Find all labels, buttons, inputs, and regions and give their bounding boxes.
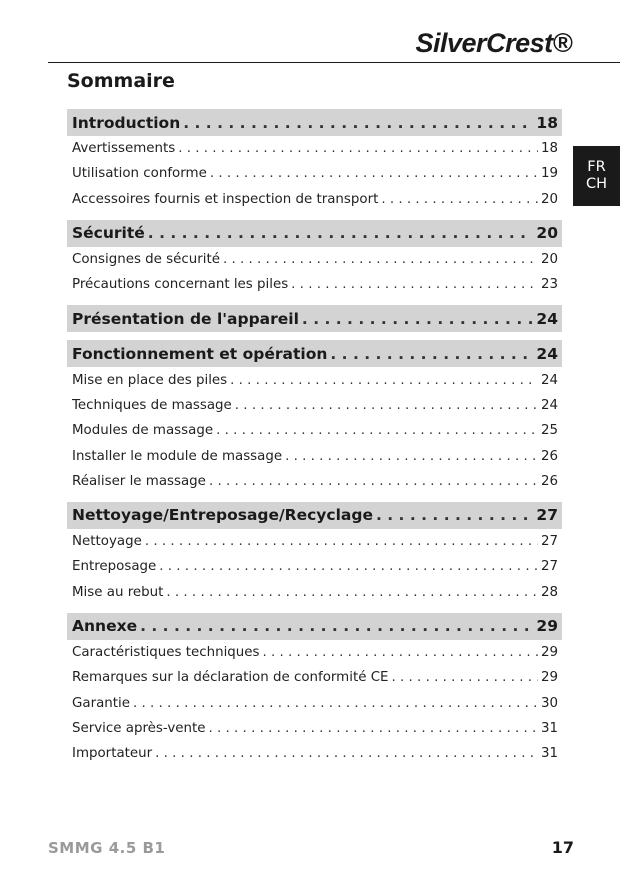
toc-section-annexe[interactable] (67, 613, 562, 640)
footer-page-number: 17 (551, 838, 574, 857)
toc-leader (291, 277, 538, 292)
table-of-contents (67, 109, 562, 766)
toc-leader (209, 721, 538, 736)
toc-leader (376, 506, 533, 524)
toc-section-page: 29 (536, 617, 558, 636)
toc-leader (166, 585, 538, 600)
toc-entry-page: 26 (540, 448, 558, 464)
toc-section-page: 24 (536, 309, 558, 328)
toc-section-title: Introduction (72, 113, 181, 132)
toc-section-fonctionnement[interactable] (67, 340, 562, 367)
toc-section-title: Annexe (72, 617, 138, 636)
toc-entry-page: 25 (540, 423, 558, 439)
toc-leader (209, 474, 538, 489)
toc-section-page: 18 (536, 113, 558, 132)
toc-entry-page: 29 (540, 670, 558, 686)
toc-section-page: 20 (536, 224, 558, 243)
toc-entry-page: 26 (540, 473, 558, 489)
toc-entry-page: 30 (540, 695, 558, 711)
toc-entry-page: 23 (540, 277, 558, 293)
brand-logo: SilverCrest® (415, 28, 572, 58)
toc-entry[interactable] (67, 690, 562, 715)
language-tab-fr: FR (587, 159, 606, 175)
toc-leader (223, 252, 538, 267)
toc-entry-label: Installer le module de massage (72, 448, 283, 464)
toc-entry[interactable] (67, 554, 562, 579)
toc-leader (210, 166, 538, 181)
page-title: Sommaire (67, 70, 175, 92)
toc-entry-page: 20 (540, 191, 558, 207)
toc-leader (330, 345, 533, 363)
toc-entry[interactable] (67, 136, 562, 161)
toc-leader (302, 310, 534, 328)
toc-entry[interactable] (67, 187, 562, 212)
toc-entry[interactable] (67, 529, 562, 554)
toc-entry-label: Mise en place des piles (72, 372, 228, 388)
toc-entry[interactable] (67, 580, 562, 605)
toc-leader (178, 141, 538, 156)
toc-entry[interactable] (67, 665, 562, 690)
toc-leader (148, 224, 534, 242)
language-tab-ch: CH (585, 176, 608, 192)
toc-section-title: Sécurité (72, 224, 145, 243)
footer-model-number: SMMG 4.5 B1 (48, 839, 166, 857)
toc-entry-label: Précautions concernant les piles (72, 277, 289, 293)
toc-entry[interactable] (67, 161, 562, 186)
toc-entry-label: Consignes de sécurité (72, 252, 220, 268)
toc-entry-page: 28 (540, 584, 558, 600)
toc-leader (381, 192, 538, 207)
toc-leader (285, 449, 538, 464)
toc-entry-label: Caractéristiques techniques (72, 645, 260, 660)
toc-section-introduction[interactable] (67, 109, 562, 136)
toc-entry-label: Accessoires fournis et inspection de transport (72, 191, 379, 207)
toc-entry-label: Garantie (72, 695, 130, 711)
toc-leader (159, 559, 538, 574)
toc-leader (183, 114, 533, 132)
toc-entry-label: Importateur (72, 746, 153, 762)
toc-entry-label: Utilisation conforme (72, 166, 207, 182)
toc-entry[interactable] (67, 741, 562, 766)
toc-entry[interactable] (67, 418, 562, 443)
toc-section-title: Fonctionnement et opération (72, 344, 328, 363)
toc-entry-label: Entreposage (72, 559, 157, 575)
toc-leader (155, 746, 538, 761)
toc-entry-label: Service après-vente (72, 720, 206, 736)
toc-section-page: 27 (536, 506, 558, 525)
toc-leader (263, 645, 538, 660)
toc-leader (216, 423, 538, 438)
toc-entry[interactable] (67, 272, 562, 297)
toc-section-page: 24 (536, 344, 558, 363)
toc-entry-page: 31 (540, 746, 558, 762)
toc-entry[interactable] (67, 716, 562, 741)
language-tab (573, 146, 620, 206)
toc-entry[interactable] (67, 247, 562, 272)
toc-section-nettoyage[interactable] (67, 502, 562, 529)
header-divider (48, 62, 620, 63)
toc-entry[interactable] (67, 367, 562, 392)
toc-leader (235, 398, 538, 413)
toc-leader (140, 617, 533, 635)
toc-entry[interactable] (67, 640, 562, 665)
toc-leader (145, 534, 538, 549)
toc-entry[interactable] (67, 469, 562, 494)
toc-entry-page: 20 (540, 252, 558, 268)
toc-leader (133, 696, 538, 711)
toc-entry-page: 19 (540, 166, 558, 182)
toc-entry-label: Remarques sur la déclaration de conformité CE (72, 670, 389, 686)
toc-entry-label: Techniques de massage (72, 397, 232, 413)
toc-entry-page: 27 (540, 559, 558, 575)
toc-entry-page: 18 (540, 141, 558, 157)
toc-section-title: Présentation de l'appareil (72, 309, 299, 328)
toc-entry-label: Nettoyage (72, 534, 142, 550)
toc-entry-label: Modules de massage (72, 423, 214, 439)
toc-section-securite[interactable] (67, 220, 562, 247)
toc-section-title: Nettoyage/Entreposage/Recyclage (72, 506, 373, 525)
toc-entry-page: 27 (540, 534, 558, 550)
toc-leader (392, 670, 538, 685)
toc-entry[interactable] (67, 393, 562, 418)
toc-entry-label: Avertissements (72, 141, 176, 157)
toc-entry-page: 29 (540, 645, 558, 660)
toc-section-presentation[interactable] (67, 305, 562, 332)
toc-entry-label: Mise au rebut (72, 584, 164, 600)
toc-entry[interactable] (67, 443, 562, 468)
toc-entry-page: 24 (540, 372, 558, 388)
toc-entry-label: Réaliser le massage (72, 473, 206, 489)
toc-leader (230, 373, 538, 388)
toc-entry-page: 24 (540, 397, 558, 413)
toc-entry-page: 31 (540, 720, 558, 736)
